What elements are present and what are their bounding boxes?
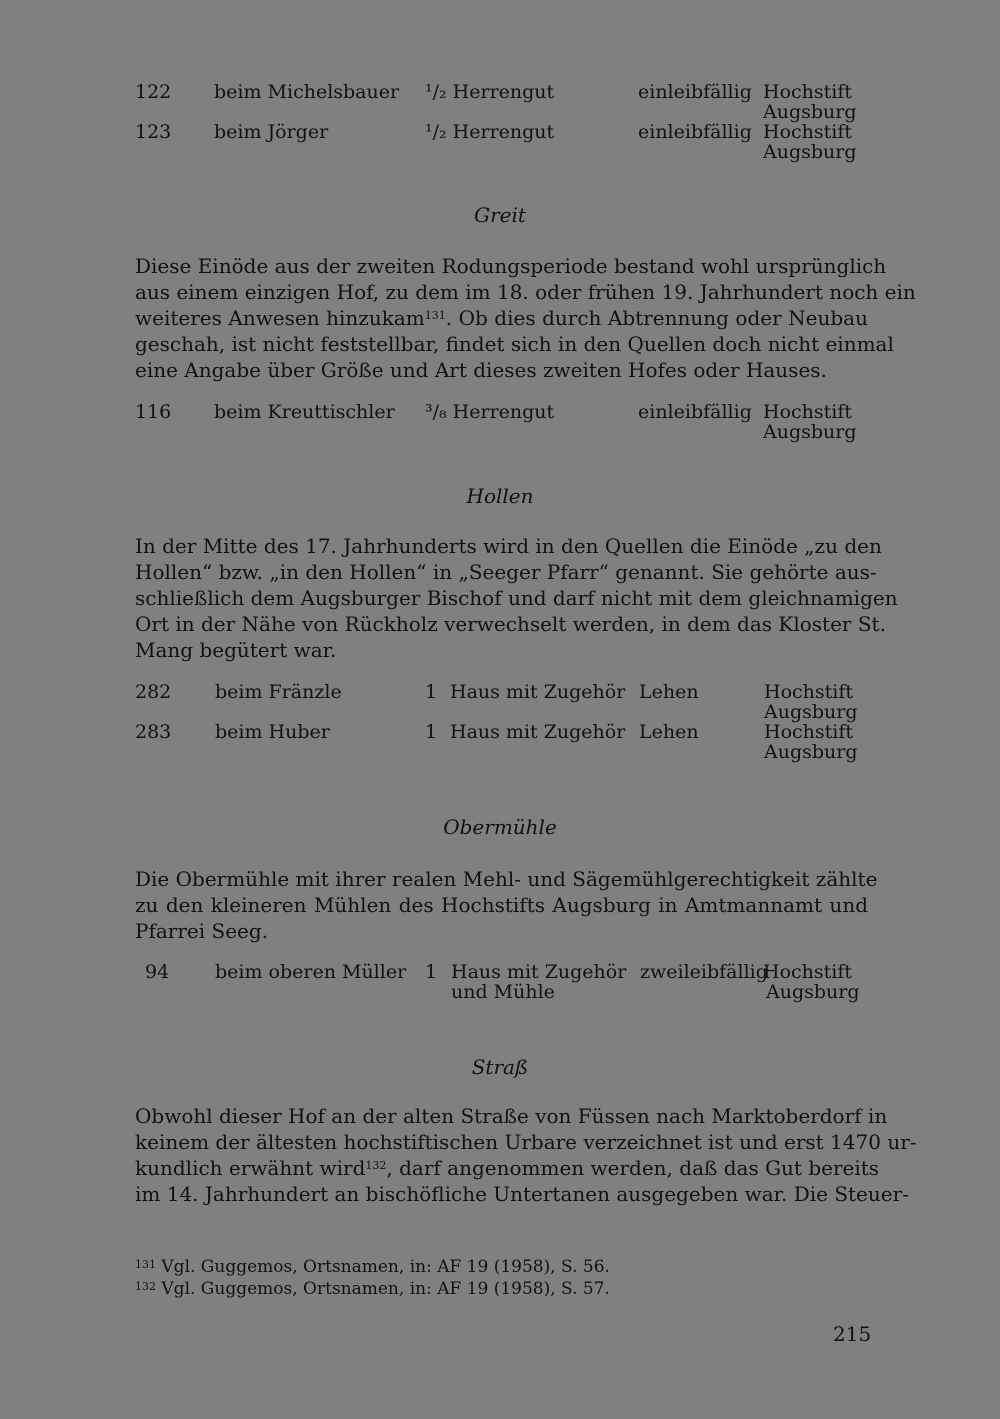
text-fragment: kundlich erwähnt wird <box>135 1156 366 1180</box>
text-line <box>135 305 868 331</box>
row-size: Haus mit Zugehör <box>451 961 627 983</box>
row-size: Haus mit Zugehör <box>450 681 626 703</box>
text-line <box>135 1155 880 1181</box>
text-fragment: , darf angenommen werden, daß das Gut bereits <box>386 1156 880 1180</box>
table-row <box>135 82 870 126</box>
row-owner-2: Augsburg <box>764 701 858 723</box>
text-line: Mang begütert war. <box>135 638 337 662</box>
row-number: 283 <box>135 721 172 743</box>
section-heading-hollen: Hollen <box>466 484 534 508</box>
row-type: einleibfällig <box>638 81 752 103</box>
row-count: 1 <box>425 961 438 983</box>
paragraph-strass <box>135 1103 917 1207</box>
paragraph-hollen <box>135 533 898 663</box>
row-number: 116 <box>135 401 172 423</box>
table-row <box>135 682 870 726</box>
table-row <box>135 122 870 166</box>
footnote-ref: 132 <box>365 1159 387 1172</box>
footnote <box>135 1256 610 1278</box>
row-type: Lehen <box>639 681 699 703</box>
row-size: ¹/₂ Herrengut <box>425 121 555 143</box>
text-line: Hollen“ bzw. „in den Hollen“ in „Seeger Pfarr“ genannt. Sie gehörte aus- <box>135 560 877 584</box>
paragraph-greit <box>135 253 916 383</box>
footnote-ref: 131 <box>424 309 446 322</box>
row-name: beim oberen Müller <box>215 961 407 983</box>
text-line: Pfarrei Seeg. <box>135 919 269 943</box>
row-name: beim Huber <box>215 721 330 743</box>
row-owner-1: Hochstift <box>763 401 853 423</box>
text-line: geschah, ist nicht feststellbar, findet sich in den Quellen doch nicht einmal <box>135 332 894 356</box>
row-owner-1: Hochstift <box>764 681 854 703</box>
row-count: 1 <box>425 681 438 703</box>
row-count: 1 <box>425 721 438 743</box>
table-row <box>135 722 870 766</box>
text-line: zu den kleineren Mühlen des Hochstifts Augsburg in Amtmannamt und <box>135 893 868 917</box>
text-line: Die Obermühle mit ihrer realen Mehl- und Sägemühlgerechtigkeit zählte <box>135 867 878 891</box>
paragraph-obermuehle <box>135 866 878 944</box>
text-line: Diese Einöde aus der zweiten Rodungsperiode bestand wohl ursprünglich <box>135 254 887 278</box>
page-number: 215 <box>833 1322 872 1346</box>
text-line: eine Angabe über Größe und Art dieses zweiten Hofes oder Hauses. <box>135 358 827 382</box>
footnote-text: Vgl. Guggemos, Ortsnamen, in: AF 19 (1958), S. 56. <box>161 1257 610 1277</box>
text-line: keinem der ältesten hochstiftischen Urbare verzeichnet ist und erst 1470 ur- <box>135 1130 917 1154</box>
row-number: 123 <box>135 121 172 143</box>
row-type: einleibfällig <box>638 121 752 143</box>
row-owner-1: Hochstift <box>763 121 853 143</box>
row-owner-1: Hochstift <box>763 81 853 103</box>
text-fragment: weiteres Anwesen hinzukam <box>135 306 425 330</box>
row-type: zweileibfällig <box>640 961 768 983</box>
row-name: beim Michelsbauer <box>214 81 400 103</box>
row-type: einleibfällig <box>638 401 752 423</box>
table-row <box>135 962 870 1006</box>
text-line: aus einem einzigen Hof, zu dem im 18. oder frühen 19. Jahrhundert noch ein <box>135 280 916 304</box>
row-owner-1: Hochstift <box>764 721 854 743</box>
row-name: beim Kreuttischler <box>214 401 395 423</box>
row-size: Haus mit Zugehör <box>450 721 626 743</box>
text-line: Obwohl dieser Hof an der alten Straße von Füssen nach Marktoberdorf in <box>135 1104 888 1128</box>
footnote-text: Vgl. Guggemos, Ortsnamen, in: AF 19 (1958), S. 57. <box>161 1279 610 1299</box>
row-owner-2: Augsburg <box>763 421 857 443</box>
text-line: Ort in der Nähe von Rückholz verwechselt werden, in dem das Kloster St. <box>135 612 886 636</box>
row-number: 122 <box>135 81 172 103</box>
row-owner-2: Augsburg <box>763 141 857 163</box>
section-heading-obermuehle: Obermühle <box>443 815 557 839</box>
text-line: im 14. Jahrhundert an bischöfliche Untertanen ausgegeben war. Die Steuer- <box>135 1182 909 1206</box>
row-size: ³/₈ Herrengut <box>425 401 555 423</box>
row-size: ¹/₂ Herrengut <box>425 81 555 103</box>
text-line: In der Mitte des 17. Jahrhunderts wird in den Quellen die Einöde „zu den <box>135 534 882 558</box>
footnote <box>135 1278 610 1300</box>
text-line: schließlich dem Augsburger Bischof und darf nicht mit dem gleichnamigen <box>135 586 898 610</box>
footnote-number: 132 <box>135 1280 156 1293</box>
section-heading-strass: Straß <box>471 1055 529 1079</box>
row-name: beim Jörger <box>214 121 329 143</box>
footnote-number: 131 <box>135 1258 156 1271</box>
row-owner-2: Augsburg <box>763 101 857 123</box>
section-heading-greit: Greit <box>474 203 526 227</box>
row-number: 94 <box>145 961 170 983</box>
row-owner-2: Augsburg <box>764 741 858 763</box>
row-type: Lehen <box>639 721 699 743</box>
text-fragment: . Ob dies durch Abtrennung oder Neubau <box>445 306 868 330</box>
table-row <box>135 402 870 446</box>
row-owner-1: Hochstift <box>763 961 853 983</box>
row-number: 282 <box>135 681 172 703</box>
row-size-continued: und Mühle <box>451 981 555 1003</box>
row-owner-2: Augsburg <box>766 981 860 1003</box>
row-name: beim Fränzle <box>215 681 342 703</box>
